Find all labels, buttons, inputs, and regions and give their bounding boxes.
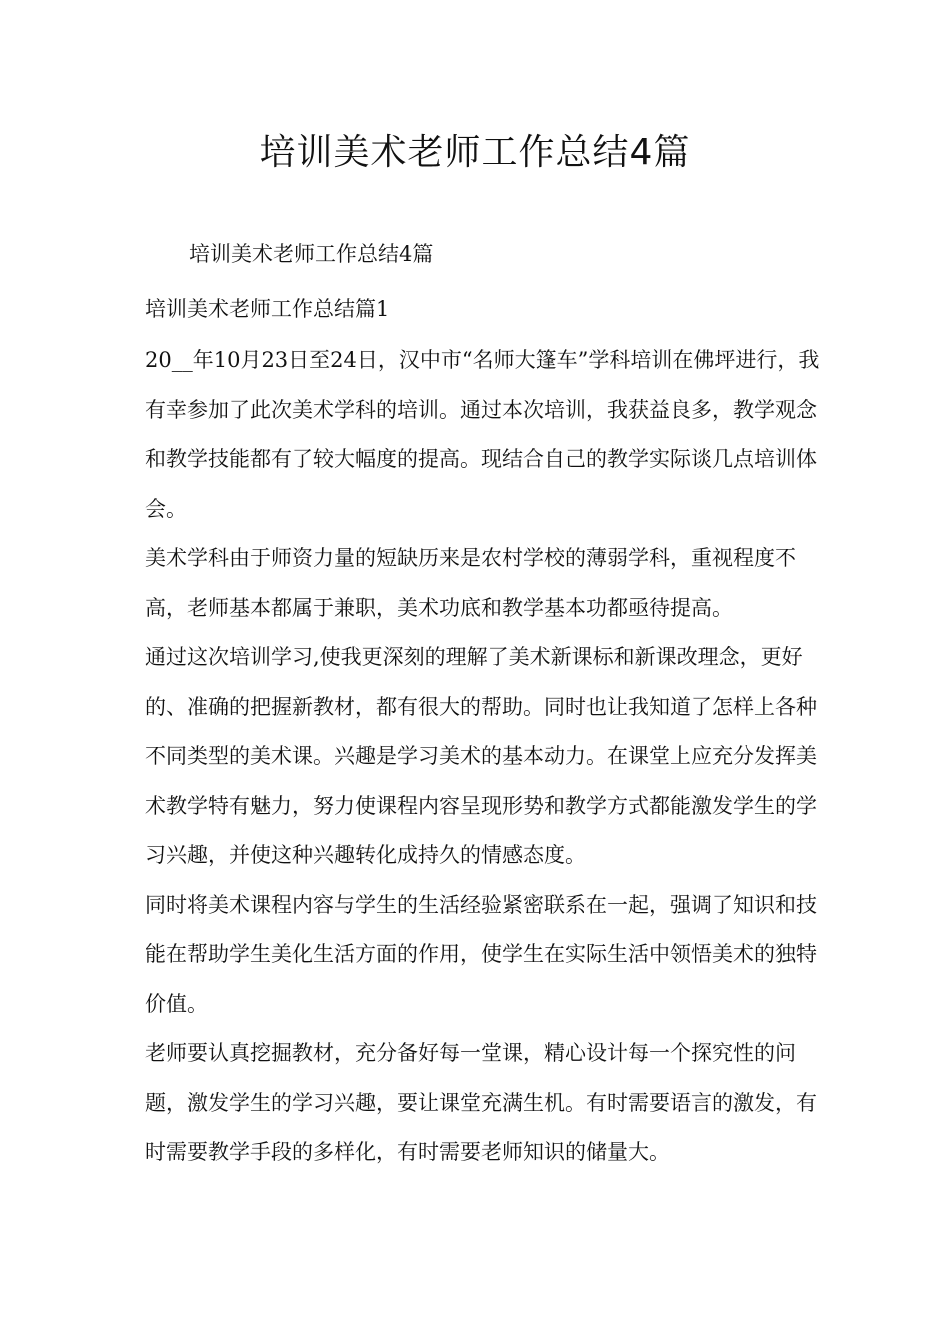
- paragraph: 老师要认真挖掘教材，充分备好每一堂课，精心设计每一个探究性的问题，激发学生的学习兴趣，要让课堂充满生机。有时需要语言的激发，有时需要教学手段的多样化，有时需要老师知识的储量大。: [145, 1041, 817, 1164]
- section-heading: 培训美术老师工作总结篇1: [145, 296, 390, 321]
- paragraph: 同时将美术课程内容与学生的生活经验紧密联系在一起，强调了知识和技能在帮助学生美化生活方面的作用，使学生在实际生活中领悟美术的独特价值。: [145, 892, 817, 1016]
- document-subtitle: 培训美术老师工作总结4篇: [189, 242, 434, 266]
- paragraph: 通过这次培训学习,使我更深刻的理解了美术新课标和新课改理念，更好的、准确的把握新教材，都有很大的帮助。同时也让我知道了怎样上各种不同类型的美术课。兴趣是学习美术的基本动力。在课堂上应充分发挥美术教学特有魅力，努力使课程内容呈现形势和教学方式都能激发学生的学习兴趣，并使这种兴趣转化成持久的情感态度。: [145, 645, 817, 867]
- document-body: [145, 230, 825, 1178]
- document-title: 培训美术老师工作总结4篇: [259, 132, 691, 173]
- paragraph: 20__年10月23日至24日，汉中市“名师大篷车”学科培训在佛坪进行，我有幸参加了此次美术学科的培训。通过本次培训，我获益良多，教学观念和教学技能都有了较大幅度的提高。现结合自己的教学实际谈几点培训体会。: [145, 348, 820, 521]
- paragraph: 美术学科由于师资力量的短缺历来是农村学校的薄弱学科，重视程度不高，老师基本都属于兼职，美术功底和教学基本功都亟待提高。: [145, 546, 796, 620]
